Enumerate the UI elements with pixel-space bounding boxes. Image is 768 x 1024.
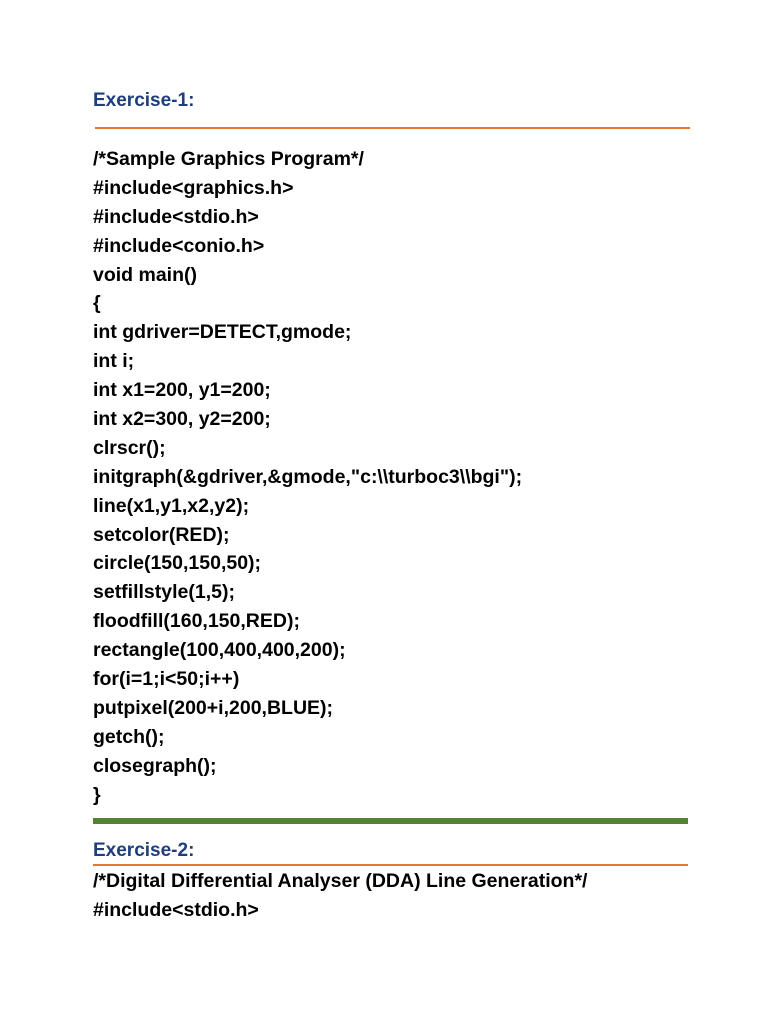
code-line: putpixel(200+i,200,BLUE); [93, 696, 334, 719]
exercise-2-heading: Exercise-2: [93, 840, 195, 861]
section-separator [93, 818, 688, 824]
exercise-2-divider [93, 864, 688, 866]
code-line: #include<stdio.h> [93, 205, 259, 228]
code-line: initgraph(&gdriver,&gmode,"c:\\turboc3\\bgi"); [93, 465, 523, 488]
code-line: closegraph(); [93, 754, 217, 777]
exercise-1-heading: Exercise-1: [93, 90, 195, 111]
code-line: } [93, 783, 101, 806]
code-line: circle(150,150,50); [93, 552, 262, 575]
code-line: int x1=200, y1=200; [93, 379, 271, 402]
exercise-1-code-block [93, 145, 522, 809]
code-line: setfillstyle(1,5); [93, 581, 235, 604]
code-line: #include<stdio.h> [93, 898, 259, 921]
code-line: #include<graphics.h> [93, 176, 294, 199]
code-line: setcolor(RED); [93, 523, 230, 546]
code-line: /*Sample Graphics Program*/ [93, 148, 364, 170]
code-line: for(i=1;i<50;i++) [93, 668, 240, 691]
code-line: #include<conio.h> [93, 234, 265, 257]
code-line: floodfill(160,150,RED); [93, 610, 300, 633]
code-line: int gdriver=DETECT,gmode; [93, 321, 352, 344]
exercise-1-divider [95, 127, 690, 129]
code-line: clrscr(); [93, 436, 166, 459]
code-line: { [93, 292, 101, 315]
code-line: getch(); [93, 725, 165, 748]
exercise-2-code-block [93, 867, 587, 925]
code-line: /*Digital Differential Analyser (DDA) Line Generation*/ [93, 870, 588, 892]
code-line: rectangle(100,400,400,200); [93, 639, 346, 662]
code-line: int i; [93, 350, 135, 373]
code-line: int x2=300, y2=200; [93, 408, 271, 431]
code-line: line(x1,y1,x2,y2); [93, 494, 250, 517]
code-line: void main() [93, 263, 198, 286]
